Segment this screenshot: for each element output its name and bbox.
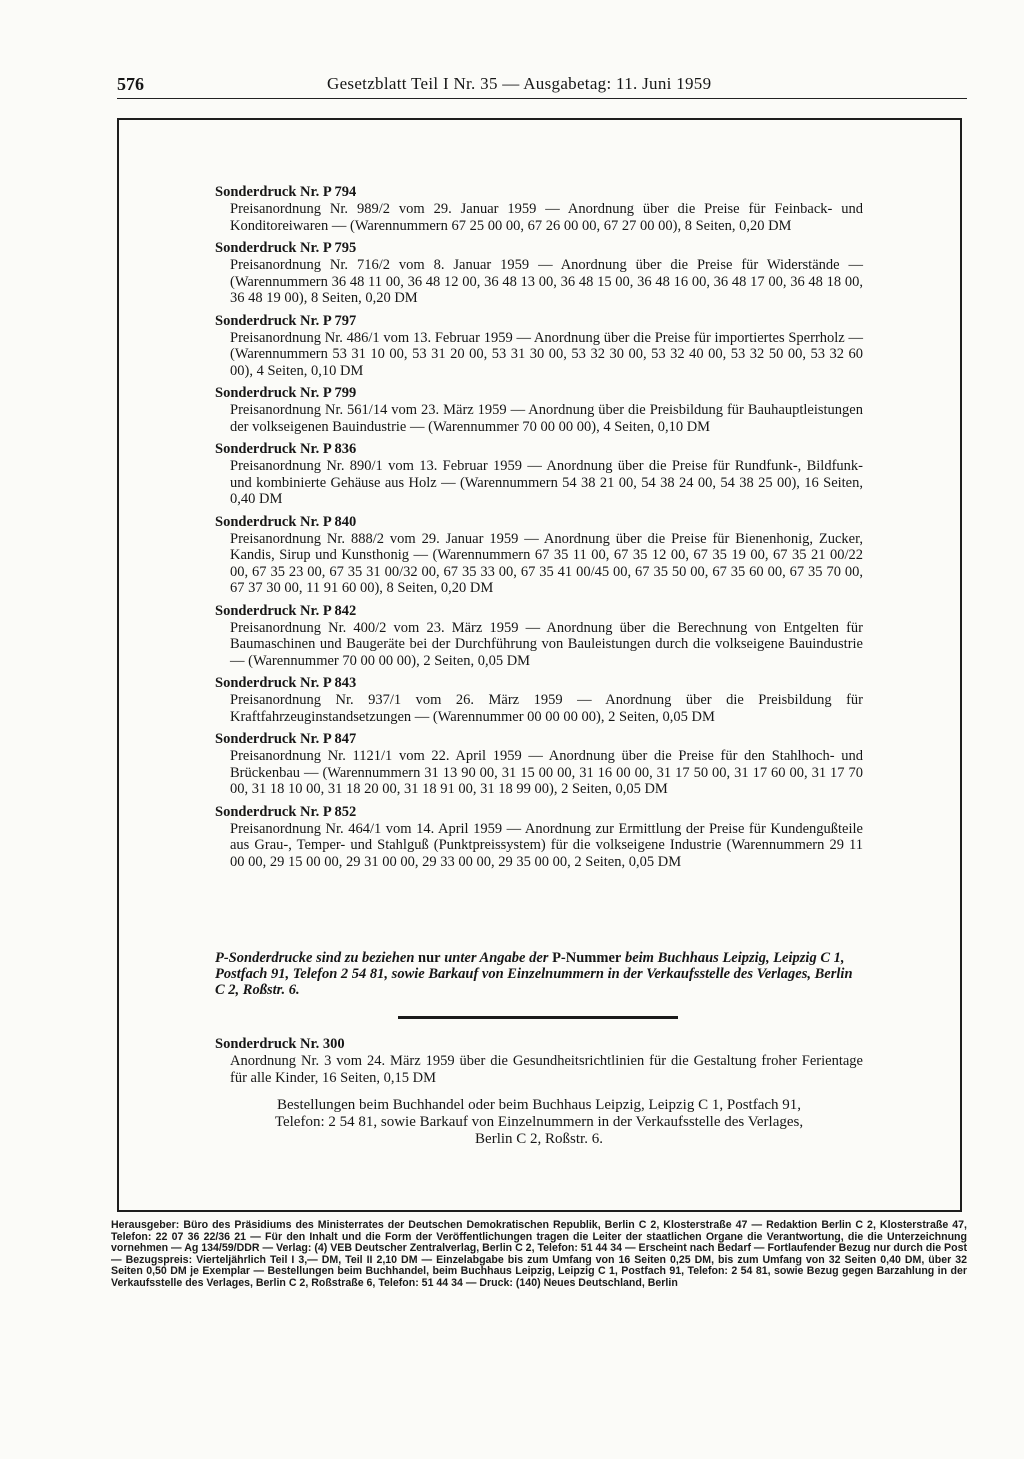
- entry-title: Sonderdruck Nr. P 797: [215, 312, 357, 329]
- header-title: Gesetzblatt Teil I Nr. 35 — Ausgabetag: 11. Juni 1959: [327, 74, 712, 93]
- entry-title: Sonderdruck Nr. P 794: [215, 184, 357, 200]
- entry-text: Preisanordnung Nr. 989/2 vom 29. Januar 1959 — Anordnung über die Preise für Feinback- und Konditoreiwaren — (Warennummern 67 25 00 00, 67 26 00 00, 67 27 00 00), 8 Seiten, 0,20 DM: [230, 201, 863, 234]
- entry-text: Preisanordnung Nr. 486/1 vom 13. Februar 1959 — Anordnung über die Preise für importiertes Sperrholz — (Warennummern 53 31 10 00, 53 31 20 00, 53 31 30 00, 53 32 30 00, 53 32 40 00, 53 32 50 00, 53 32 60 00), 4 Seiten, 0,10 DM: [230, 329, 863, 379]
- entry-title: Sonderdruck Nr. P 852: [215, 803, 357, 820]
- entry-title: Sonderdruck Nr. P 836: [215, 441, 357, 457]
- entry-p842: [215, 603, 863, 670]
- order-note-part3: unter Angabe der: [444, 950, 549, 966]
- separator-rule: [398, 1016, 678, 1019]
- entry-p794: [215, 184, 863, 234]
- special-print-title: Sonderdruck Nr. 300: [215, 1036, 345, 1052]
- ordering-note: [215, 1097, 863, 1148]
- entry-text: Preisanordnung Nr. 561/14 vom 23. März 1959 — Anordnung über die Preisbildung für Bauhauptleistungen der volkseigenen Bauindustrie — (Warennummer 70 00 00 00), 4 Seiten, 0,10 DM: [230, 402, 863, 435]
- entry-text: Preisanordnung Nr. 1121/1 vom 22. April 1959 — Anordnung über die Preise für den Stahlhoch- und Brückenbau — (Warennummern 31 13 90 00, 31 15 00 00, 31 16 00 00, 31 17 50 00, 31 17 60 00, 31 17 70 00, 31 18 10 00, 31 18 20 00, 31 18 91 00, 31 18 99 00), 2 Seiten, 0,05 DM: [230, 748, 863, 797]
- entry-text: Preisanordnung Nr. 464/1 vom 14. April 1959 — Anordnung zur Ermittlung der Preise für Kundengußteile aus Grau-, Temper- und Stahlguß (Punktpreissystem) für die volkseigene Industrie (Warennummern 29 11 00 00, 29 15 00 00, 29 31 00 00, 29 33 00 00, 29 35 00 00, 2 Seiten, 0,05 DM: [230, 820, 863, 870]
- entry-text: Preisanordnung Nr. 400/2 vom 23. März 1959 — Anordnung über die Berechnung von Entgelten für Baumaschinen und Baugeräte bei der Durchführung von Bauleistungen durch die volkseigene Bauindustrie — (Warennummer 70 00 00 00), 2 Seiten, 0,05 DM: [230, 619, 863, 669]
- special-print-text: Anordnung Nr. 3 vom 24. März 1959 über die Gesundheitsrichtlinien für die Gestaltung froher Ferientage für alle Kinder, 16 Seiten, 0,15 DM: [230, 1053, 863, 1086]
- page-header: [117, 74, 967, 99]
- ordering-note-line: Bestellungen beim Buchhandel oder beim Buchhaus Leipzig, Leipzig C 1, Postfach 91,: [276, 1097, 802, 1113]
- entry-p836: [215, 441, 863, 508]
- imprint: Herausgeber: Büro des Präsidiums des Ministerrates der Deutschen Demokratischen Republik, Berlin C 2, Klosterstraße 47 — Redaktion Berlin C 2, Klosterstraße 47, Telefon: 22 07 36 22/36 21 — Für den Inhalt und die Form der Veröffentlichungen tragen die Leiter der staatlichen Organe die Verantwortung, die die Unterzeichnung vornehmen — Ag 134/59/DDR — Verlag: (4) VEB Deutscher Zentralverlag, Berlin C 2, Telefon: 51 44 34 — Erscheint nach Bedarf — Fortlaufender Bezug nur durch die Post — Bezugspreis: Vierteljährlich Teil I 3,— DM, Teil II 2,10 DM — Einzelabgabe bis zum Umfang von 16 Seiten 0,25 DM, bis zum Umfang von 32 Seiten 0,40 DM, über 32 Seiten 0,50 DM je Exemplar — Bestellungen beim Buchhandel, beim Buchhaus Leipzig, Leipzig C 1, Postfach 91, Telefon: 2 54 81, sowie Bezug gegen Barzahlung in der Verkaufsstelle des Verlages, Berlin C 2, Roßstraße 6, Telefon: 51 44 34 — Druck: (140) Neues Deutschland, Berlin: [111, 1219, 967, 1289]
- entry-text: Preisanordnung Nr. 890/1 vom 13. Februar 1959 — Anordnung über die Preise für Rundfunk-, Bildfunk- und kombinierte Gehäuse aus Holz — (Warennummern 54 38 21 00, 54 38 24 00, 54 38 25 00), 16 Seiten, 0,40 DM: [230, 458, 863, 507]
- page-number: 576: [117, 74, 144, 94]
- entry-p799: [215, 385, 863, 435]
- entries-list: [215, 184, 863, 876]
- entry-title: Sonderdruck Nr. P 799: [215, 385, 357, 401]
- order-note-part5: beim Buchhaus Leipzig, Leipzig C 1, Postfach 91, Telefon 2 54 81, sowie Barkauf von Einzelnummern in der Verkaufsstelle des Verlages, Berlin C 2, Roßstr. 6.: [215, 950, 853, 998]
- order-note: [215, 950, 863, 998]
- entry-title: Sonderdruck Nr. P 847: [215, 731, 357, 747]
- entry-p852: [215, 804, 863, 871]
- order-note-part4: P-Nummer: [552, 950, 622, 966]
- entry-text: Preisanordnung Nr. 888/2 vom 29. Januar 1959 — Anordnung über die Preise für Bienenhonig, Zucker, Kandis, Sirup und Kunsthonig — (Warennummern 67 35 11 00, 67 35 12 00, 67 35 19 00, 67 35 21 00/22 00, 67 35 23 00, 67 35 31 00/32 00, 67 35 33 00, 67 35 41 00/45 00, 67 35 50 00, 67 35 60 00, 67 35 70 00, 67 37 30 00, 11 91 60 00), 8 Seiten, 0,20 DM: [230, 530, 863, 596]
- special-print-entry: [215, 1036, 863, 1086]
- order-note-part2: nur: [418, 950, 441, 966]
- entry-title: Sonderdruck Nr. P 843: [215, 675, 357, 691]
- entry-title: Sonderdruck Nr. P 840: [215, 513, 357, 530]
- entry-p840: [215, 514, 863, 597]
- entry-p797: [215, 313, 863, 380]
- order-note-part1: P-Sonderdrucke sind zu beziehen: [215, 950, 415, 966]
- entry-title: Sonderdruck Nr. P 795: [215, 240, 357, 256]
- entry-p847: [215, 731, 863, 798]
- entry-text: Preisanordnung Nr. 716/2 vom 8. Januar 1959 — Anordnung über die Preise für Widerstände — (Warennummern 36 48 11 00, 36 48 12 00, 36 48 13 00, 36 48 15 00, 36 48 16 00, 36 48 17 00, 36 48 18 00, 36 48 19 00), 8 Seiten, 0,20 DM: [230, 257, 863, 306]
- entry-title: Sonderdruck Nr. P 842: [215, 602, 357, 619]
- entry-p843: [215, 675, 863, 725]
- ordering-note-line: Telefon: 2 54 81, sowie Barkauf von Einzelnummern in der Verkaufsstelle des Verlages,: [274, 1114, 804, 1130]
- entry-text: Preisanordnung Nr. 937/1 vom 26. März 1959 — Anordnung über die Preisbildung für Kraftfahrzeuginstandsetzungen — (Warennummer 00 00 00 00), 2 Seiten, 0,05 DM: [230, 692, 863, 725]
- ordering-note-line: Berlin C 2, Roßstr. 6.: [475, 1131, 603, 1147]
- entry-p795: [215, 240, 863, 307]
